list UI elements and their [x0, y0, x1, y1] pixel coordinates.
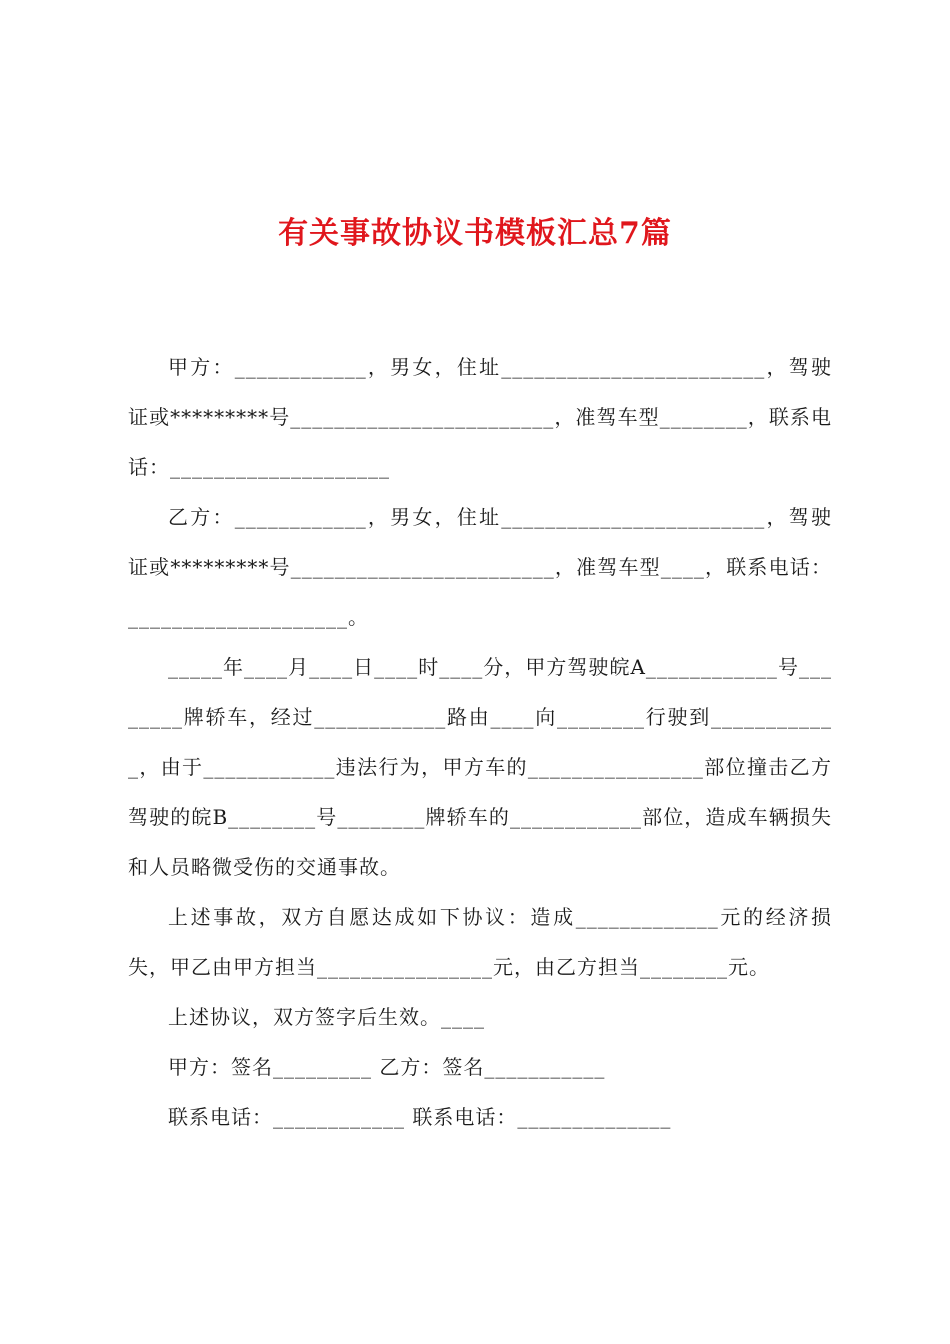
contact-phone-line: 联系电话：____________ 联系电话：______________ — [168, 1105, 672, 1129]
agreement-paragraph: 上述事故，双方自愿达成如下协议：造成_____________元的经济损失，甲乙由甲方担当________________元，由乙方担当________元。 — [128, 905, 832, 979]
document-title: 有关事故协议书模板汇总7篇 — [278, 216, 672, 251]
signature-line: 甲方：签名_________ 乙方：签名___________ — [168, 1055, 606, 1079]
accident-description-paragraph: _____年____月____日____时____分，甲方驾驶皖A____________号________牌轿车，经过____________路由____向________行驶到____________，由于____________违法行为，甲方车的________________部位撞击乙方驾驶的皖B________号________牌轿车的____________部位，造成车辆损失和人员略微受伤的交通事故。 — [128, 655, 832, 879]
party-b-paragraph: 乙方：____________，男女，住址________________________，驾驶证或*********号________________________，准驾车型____，联系电话：____________________。 — [128, 505, 832, 629]
effectiveness-paragraph: 上述协议，双方签字后生效。____ — [168, 1005, 485, 1029]
document-body — [128, 342, 832, 1142]
party-a-paragraph: 甲方：____________，男女，住址________________________，驾驶证或*********号________________________，准驾车型________，联系电话：____________________ — [128, 355, 832, 479]
